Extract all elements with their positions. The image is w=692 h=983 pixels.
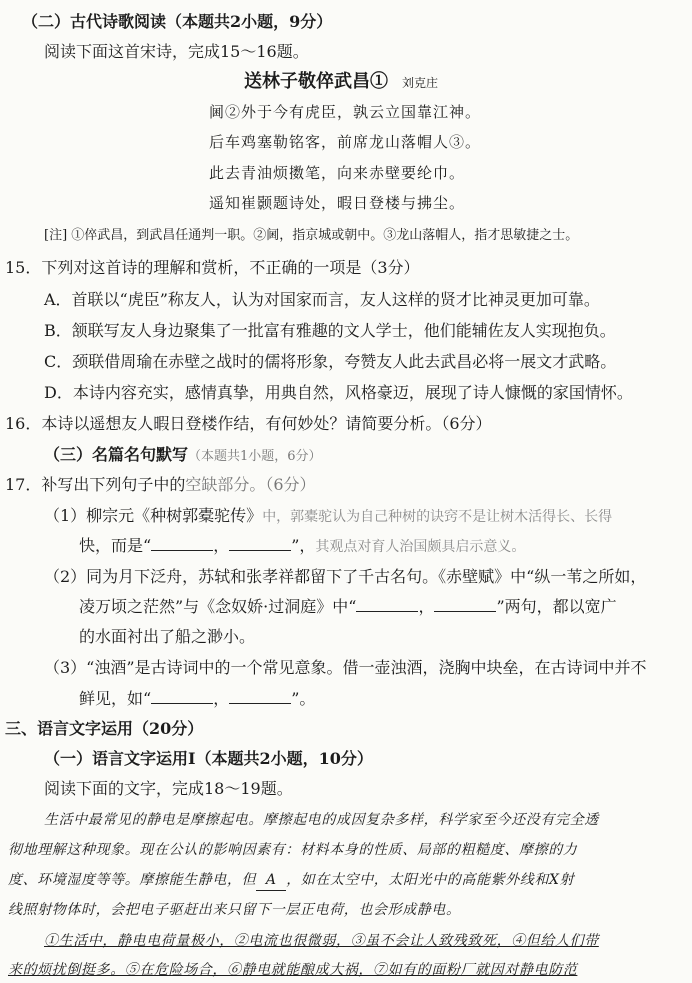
poem-title [244,72,438,93]
answer-blank[interactable] [356,597,418,612]
passage-text: 度、环境湿度等等。摩擦能生静电，但 [8,872,257,888]
q17-p2-comma: ， [418,597,435,616]
poem-line: 后车鸡塞勒铭客，前席龙山落帽人③。 [209,133,482,151]
answer-blank[interactable] [434,597,496,612]
dictation-header-note: （本题共1小题，6分） [188,449,322,464]
q15-option-a: A．首联以“虎臣”称友人，认为对国家而言，友人这样的贤才比神灵更加可靠。 [44,290,600,309]
q17-stem-faded: 空缺部分。（6分） [185,475,316,494]
answer-blank[interactable] [151,536,213,551]
q15-option-b: B．颔联写友人身边聚集了一批富有雅趣的文人学士，他们能辅佐友人实现抱负。 [44,321,616,340]
q17-p3-tail: ”。 [291,689,316,708]
q17-p1-line1 [44,506,612,527]
q17-p1-tail: 其观点对育人治国颇具启示意义。 [315,539,526,555]
poem-author: 刘克庄 [402,76,439,90]
answer-blank[interactable] [151,689,213,704]
q17-p1-faded: 中，郭橐驼认为自己种树的诀窍不是让树木活得长、长得 [262,509,613,525]
q17-p3-line1: （3）“浊酒”是古诗词中的一个常见意象。借一壶浊酒，浇胸中块垒，在古诗词中并不 [44,658,647,677]
answer-blank[interactable] [229,536,291,551]
q15-option-d: D．本诗内容充实，感情真挚，用典自然，风格豪迈，展现了诗人慷慨的家国情怀。 [44,383,633,402]
q15-option-c: C．颈联借周瑜在赤壁之战时的儒将形象，夸赞友人此去武昌必将一展文才武略。 [44,352,617,371]
q17-p2-line3: 的水面衬出了船之渺小。 [79,627,256,646]
poem-line: 遥知崔颢题诗处，暇日登楼与拂尘。 [209,194,466,212]
language-instruction: 阅读下面的文字，完成18～19题。 [44,779,293,798]
poetry-instruction: 阅读下面这首宋诗，完成15～16题。 [44,42,309,61]
q17-p3-line2 [79,689,315,709]
dictation-header-text: （三）名篇名句默写 [44,445,189,464]
poem-line: 阃②外于今有虎臣，孰云立国靠江神。 [209,103,482,121]
q17-p3-text: 鲜见，如“ [79,689,152,708]
q17-stem-text: 17．补写出下列句子中的 [5,475,186,494]
q17-p3-comma: ， [213,689,230,708]
answer-blank[interactable] [229,689,291,704]
q17-p1-comma: ， [213,536,230,555]
passage-line: 生活中最常见的静电是摩擦起电。摩擦起电的成因复杂多样，科学家至今还没有完全透 [44,812,599,828]
q17-p1-text: （1）柳宗元《种树郭橐驼传》 [44,506,263,525]
q17-p1-open: 快，而是“ [79,536,152,555]
q15-stem: 15．下列对这首诗的理解和赏析，不正确的一项是（3分） [5,258,420,277]
passage-underlined-line: 来的烦扰倒挺多。⑤在危险场合，⑥静电就能酿成大祸，⑦如有的面粉厂就因对静电防范 [8,962,578,978]
passage-underlined-line: ①生活中，静电电荷量极小，②电流也很微弱，③虽不会让人致残致死，④但给人们带 [44,933,599,949]
poem-line: 此去青油烦擞笔，向来赤壁要纶巾。 [209,164,466,182]
passage-line: 线照射物体时，会把电子驱赶出来只留下一层正电荷，也会形成静电。 [8,902,461,918]
poem-note: [注] ①倅武昌，到武昌任通判一职。②阃，指京城或朝中。③龙山落帽人，指才思敏捷之士。 [44,228,579,243]
section-poetry-header: （二）古代诗歌阅读（本题共2小题，9分） [22,12,333,31]
q17-p1-close: ”， [291,536,316,555]
passage-text: ，如在太空中，太阳光中的高能紫外线和X射 [286,872,575,888]
q17-p2-text: 凌万顷之茫然”与《念奴娇·过洞庭》中“ [79,597,357,616]
section-language-header: 三、语言文字运用（20分） [5,719,204,738]
poem-title-text: 送林子敬倅武昌① [244,71,388,92]
language-sub-header: （一）语言文字运用Ⅰ（本题共2小题，10分） [44,749,373,768]
section-dictation-header [44,445,322,467]
q17-p2-tail: ”两句，都以宽广 [496,597,617,616]
q17-p2-line1: （2）同为月下泛舟，苏轼和张孝祥都留下了千古名句。《赤壁赋》中“纵一苇之所如， [44,567,647,586]
q17-p2-line2 [79,597,617,617]
q17-stem [5,475,316,495]
passage-line [8,870,574,891]
q17-p1-line2 [79,536,525,557]
q16-stem: 16．本诗以遥想友人暇日登楼作结，有何妙处？请简要分析。（6分） [5,414,492,433]
fill-blank-a[interactable]: A [256,870,286,891]
passage-line: 彻地理解这种现象。现在公认的影响因素有：材料本身的性质、局部的粗糙度、摩擦的力 [8,842,578,858]
